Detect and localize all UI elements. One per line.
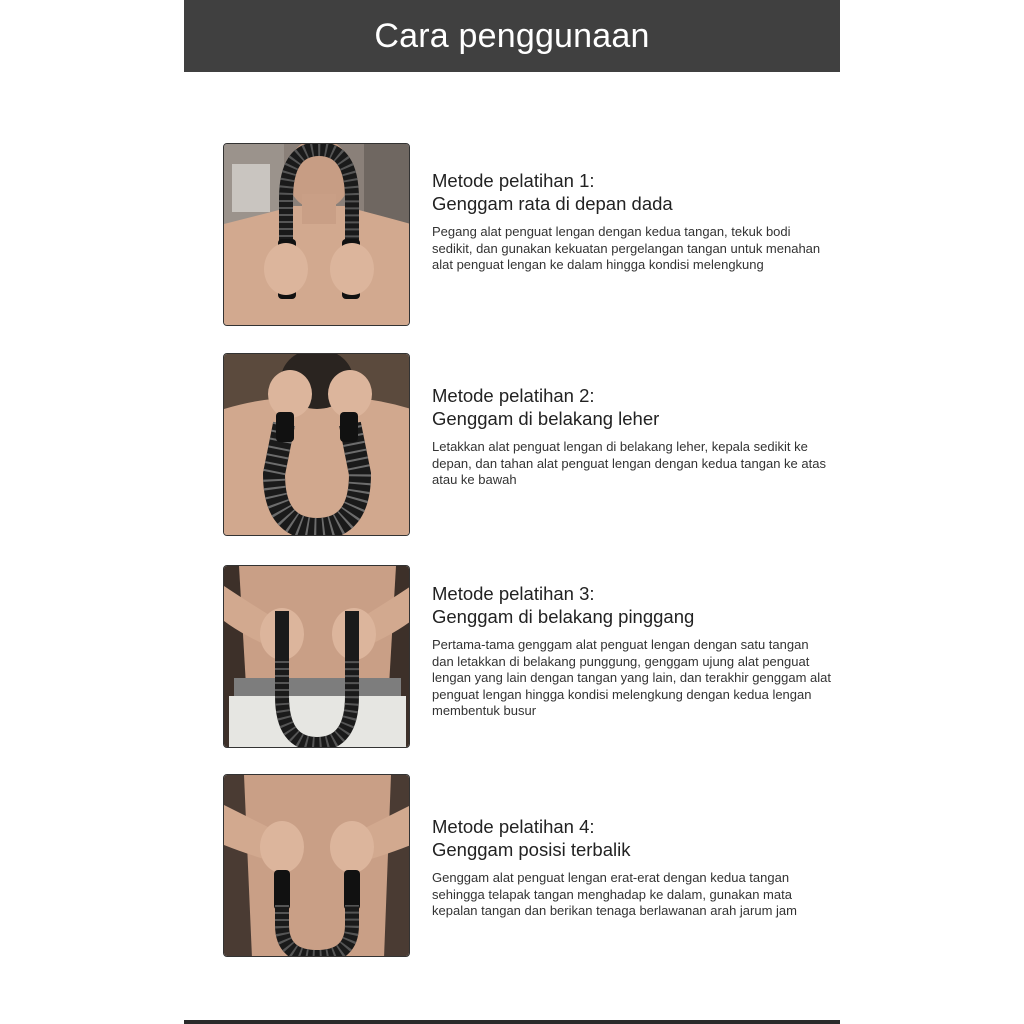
step-4-title: Metode pelatihan 4: xyxy=(432,816,595,837)
step-1-title: Metode pelatihan 1: xyxy=(432,170,595,191)
page-title: Cara penggunaan xyxy=(374,16,650,55)
step-4-description: Genggam alat penguat lengan erat-erat dengan kedua tangan sehingga telapak tangan menghadap ke dalam, gunakan mata kepalan tangan dan berikan tenaga berlawanan arah jarum jam xyxy=(432,870,797,919)
step-4-photo xyxy=(223,774,410,957)
step-3-title: Metode pelatihan 3: xyxy=(432,583,595,604)
step-1-subtitle: Genggam rata di depan dada xyxy=(432,193,673,214)
training-step-4 xyxy=(223,774,843,958)
bottom-divider xyxy=(184,1020,840,1024)
training-step-1 xyxy=(223,143,843,327)
step-2-description: Letakkan alat penguat lengan di belakang leher, kepala sedikit ke depan, dan tahan alat penguat lengan dengan kedua tangan ke atas atau ke bawah xyxy=(432,439,826,488)
step-2-text xyxy=(432,384,832,489)
step-3-photo xyxy=(223,565,410,748)
step-2-subtitle: Genggam di belakang leher xyxy=(432,408,660,429)
header-banner xyxy=(184,0,840,72)
step-2-photo xyxy=(223,353,410,536)
step-3-subtitle: Genggam di belakang pinggang xyxy=(432,606,695,627)
step-1-photo xyxy=(223,143,410,326)
step-4-subtitle: Genggam posisi terbalik xyxy=(432,839,631,860)
step-1-text xyxy=(432,169,832,274)
step-3-description: Pertama-tama genggam alat penguat lengan dengan satu tangan dan letakkan di belakang punggung, genggam ujung alat penguat lengan yang lain dengan tangan yang lain, dan terakhir genggam alat penguat lengan hingga kondisi melengkung dengan kedua lengan membentuk busur xyxy=(432,637,831,719)
step-4-text xyxy=(432,815,832,920)
training-step-2 xyxy=(223,353,843,537)
training-step-3 xyxy=(223,565,843,749)
step-2-title: Metode pelatihan 2: xyxy=(432,385,595,406)
step-3-text xyxy=(432,582,832,720)
step-1-description: Pegang alat penguat lengan dengan kedua tangan, tekuk bodi sedikit, dan gunakan kekuatan pergelangan tangan untuk menahan alat penguat lengan ke dalam hingga kondisi melengkung xyxy=(432,224,821,273)
